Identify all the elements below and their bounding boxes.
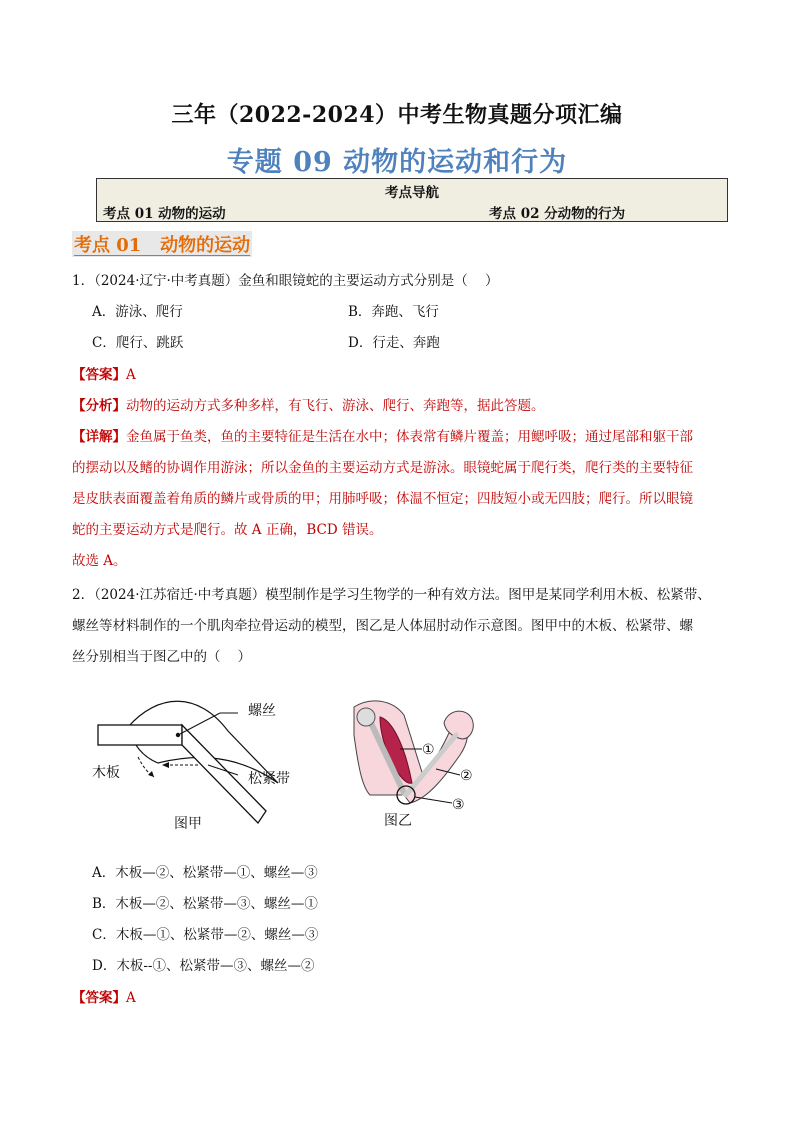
- navigation-item-2[interactable]: 考点 02 分动物的行为: [489, 206, 626, 222]
- navigation-item-1[interactable]: 考点 01 动物的运动: [103, 206, 226, 222]
- question-1-option-a: A．游泳、爬行: [92, 304, 183, 320]
- detail-text-1: 金鱼属于鱼类，鱼的主要特征是生活在水中；体表常有鳞片覆盖；用鳃呼吸；通过尾部和躯干部: [126, 429, 693, 445]
- label-1: ①: [422, 742, 435, 758]
- figure-a-muscle-model: [88, 695, 310, 835]
- topic-navigation-box: [96, 178, 728, 222]
- question-1-detail-line-1: [72, 428, 693, 446]
- figure-a-caption: 图甲: [174, 816, 202, 832]
- navigation-title: 考点导航: [385, 185, 439, 201]
- answer-value-2: A: [126, 990, 136, 1006]
- answer-tag-2: 【答案】: [72, 990, 126, 1006]
- question-1-analysis: [72, 397, 545, 415]
- screw-leader-line: [180, 713, 220, 734]
- question-1-conclusion: 故选 A。: [72, 553, 127, 569]
- motion-arrowhead-1: [148, 771, 154, 777]
- figure-b-caption: 图乙: [384, 813, 412, 829]
- question-2-answer: [72, 989, 136, 1007]
- label-board: 木板: [92, 765, 120, 781]
- question-2-option-d: D．木板--①、松紧带—③、螺丝—②: [92, 958, 315, 974]
- shoulder-joint: [357, 708, 375, 726]
- question-1-option-c: C．爬行、跳跃: [92, 335, 184, 351]
- label-2: ②: [460, 768, 473, 784]
- question-2-stem-line-1: 2．（2024·江苏宿迁·中考真题）模型制作是学习生物学的一种有效方法。图甲是某同学利用木板、松紧带、: [72, 587, 711, 603]
- document-subtitle: 专题 09 动物的运动和行为: [226, 147, 568, 178]
- figure-b-arm-diagram: [340, 695, 490, 835]
- leader-3: [415, 797, 452, 803]
- label-screw: 螺丝: [248, 703, 276, 719]
- question-1-detail-line-4: 蛇的主要运动方式是爬行。故 A 正确，BCD 错误。: [72, 522, 383, 538]
- question-1-answer: [72, 366, 136, 384]
- analysis-text: 动物的运动方式多种多样，有飞行、游泳、爬行、奔跑等，据此答题。: [126, 398, 545, 414]
- analysis-tag: 【分析】: [72, 398, 126, 414]
- question-2-stem-line-3: 丝分别相当于图乙中的（ ）: [72, 649, 252, 665]
- label-3: ③: [452, 797, 465, 813]
- screw-dot: [176, 733, 180, 737]
- question-1-option-b: B．奔跑、飞行: [348, 304, 439, 320]
- question-2-option-c: C．木板—①、松紧带—②、螺丝—③: [92, 927, 319, 943]
- pull-arrowhead: [162, 762, 169, 768]
- answer-value: A: [126, 367, 136, 383]
- question-2-option-b: B．木板—②、松紧带—③、螺丝—①: [92, 896, 318, 912]
- label-band: 松紧带: [248, 771, 290, 787]
- section-heading: 考点 01 动物的运动: [72, 231, 252, 257]
- board-upper: [98, 725, 182, 745]
- question-1-detail-line-3: 是皮肤表面覆盖着角质的鳞片或骨质的甲；用肺呼吸；体温不恒定；四肢短小或无四肢；爬行。所以眼镜: [72, 491, 693, 507]
- question-1-stem: 1．（2024·辽宁·中考真题）金鱼和眼镜蛇的主要运动方式分别是（ ）: [72, 273, 499, 289]
- question-2-stem-line-2: 螺丝等材料制作的一个肌肉牵拉骨运动的模型，图乙是人体屈肘动作示意图。图甲中的木板、松紧带、螺: [72, 618, 693, 634]
- question-2-option-a: A．木板—②、松紧带—①、螺丝—③: [92, 865, 318, 881]
- question-1-detail-line-2: 的摆动以及鳍的协调作用游泳；所以金鱼的主要运动方式是游泳。眼镜蛇属于爬行类，爬行类的主要特征: [72, 460, 693, 476]
- question-1-option-d: D．行走、奔跑: [348, 335, 440, 351]
- answer-tag: 【答案】: [72, 367, 126, 383]
- detail-tag: 【详解】: [72, 429, 126, 445]
- document-title: 三年（2022-2024）中考生物真题分项汇编: [171, 102, 623, 128]
